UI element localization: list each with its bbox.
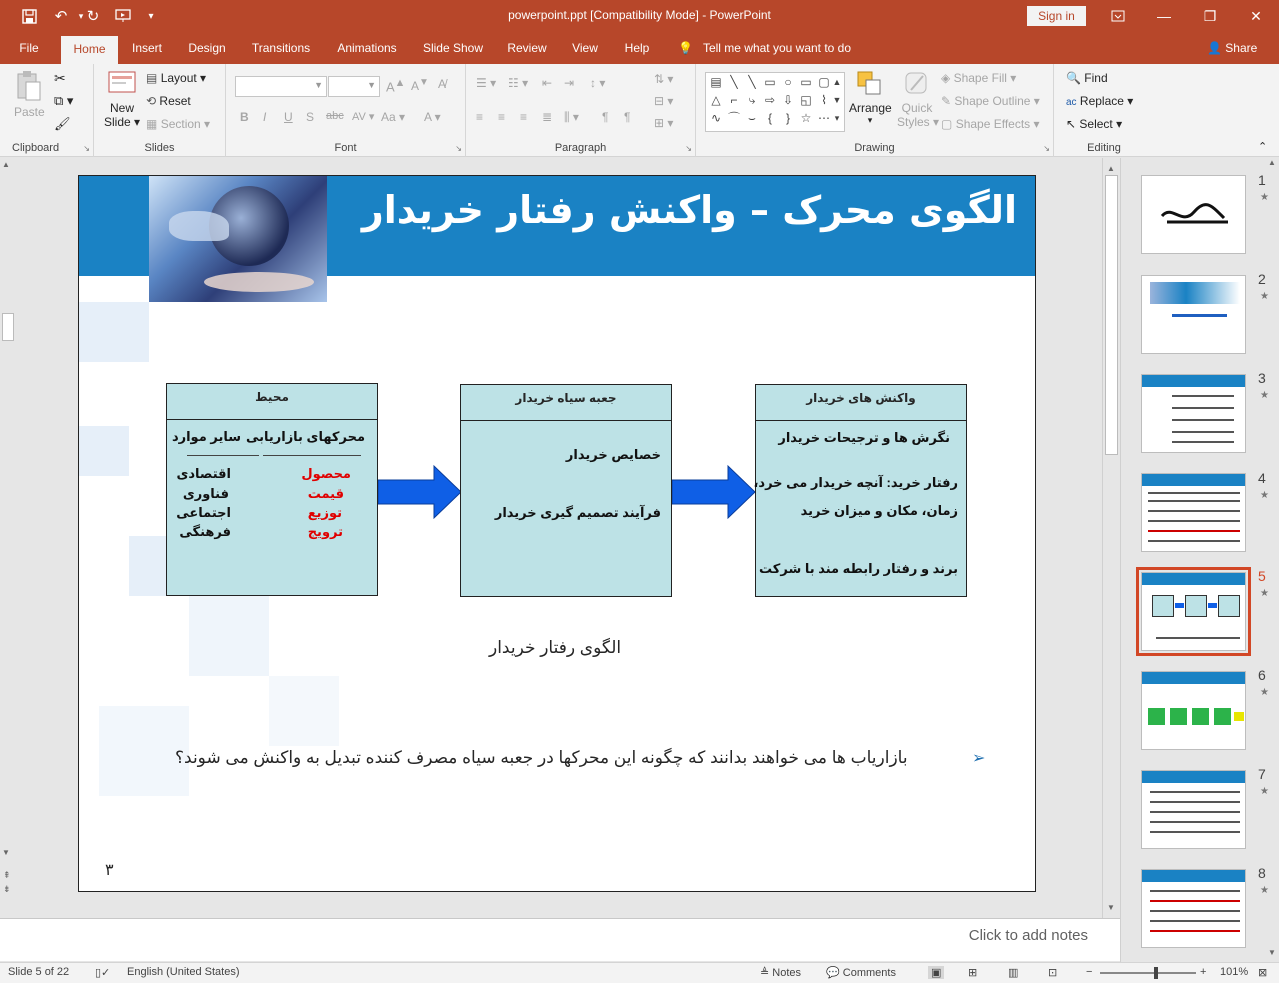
change-case-icon[interactable]: Aa ▾ bbox=[381, 110, 406, 124]
thumbnail-number: 2 bbox=[1258, 271, 1266, 287]
slide-scrollbar[interactable] bbox=[1102, 158, 1120, 918]
thumbnail-number: 5 bbox=[1258, 568, 1266, 584]
handshake-image bbox=[169, 211, 229, 241]
replace-label: Replace bbox=[1079, 94, 1124, 108]
undo-dropdown-icon[interactable]: ▾ bbox=[78, 10, 84, 21]
clipboard-launcher-icon[interactable]: ↘ bbox=[83, 144, 90, 153]
line-spacing-icon[interactable]: ↕ ▾ bbox=[590, 76, 606, 90]
black-box-line: فرآیند تصمیم گیری خریدار bbox=[494, 505, 661, 520]
grow-font-icon[interactable]: A▲ bbox=[386, 77, 406, 95]
hand-image bbox=[204, 272, 314, 292]
zoom-slider-thumb[interactable] bbox=[1154, 967, 1158, 979]
shape-effects-button[interactable]: ▢ Shape Effects ▾ bbox=[941, 117, 1040, 131]
slide-thumbnails-pane bbox=[1120, 158, 1279, 962]
buyer-responses-box[interactable] bbox=[755, 384, 967, 597]
notes-pane[interactable] bbox=[0, 918, 1120, 961]
freeform-shape-icon[interactable]: ⌇ bbox=[821, 93, 827, 107]
arc-shape-icon[interactable]: ⌒ bbox=[727, 111, 740, 125]
paint-bucket-icon: ◈ bbox=[941, 71, 951, 85]
bold-icon[interactable]: B bbox=[240, 110, 249, 124]
align-left-icon[interactable]: ≡ bbox=[476, 110, 484, 124]
shape-effects-label: Shape Effects bbox=[955, 117, 1031, 131]
shape-outline-label: Shape Outline bbox=[954, 94, 1031, 108]
environment-header: محیط bbox=[167, 384, 377, 420]
section-icon: ▦ bbox=[146, 117, 158, 131]
gallery-up-icon[interactable]: ▲ bbox=[832, 77, 842, 87]
drawing-group-label: Drawing bbox=[854, 142, 895, 154]
shapes-gallery[interactable] bbox=[705, 72, 845, 132]
gallery-down-icon[interactable]: ▼ bbox=[832, 95, 842, 105]
editing-group-label: Editing bbox=[1087, 142, 1121, 154]
reset-label: Reset bbox=[159, 94, 191, 108]
select-icon: ↖ bbox=[1066, 117, 1077, 131]
close-icon[interactable]: ✕ bbox=[1250, 7, 1262, 24]
ribbon-tabs bbox=[0, 33, 1279, 64]
shadow-icon[interactable]: S bbox=[306, 110, 315, 124]
thumbnail-number: 6 bbox=[1258, 667, 1266, 683]
font-color-icon[interactable]: A ▾ bbox=[424, 110, 441, 124]
marketing-stimuli-header: محرکهای بازاریابی bbox=[245, 429, 365, 444]
rounded-rect-shape-icon[interactable]: ▢ bbox=[818, 75, 830, 89]
animation-star-icon: ★ bbox=[1260, 192, 1269, 203]
numbering-icon[interactable]: ☷ ▾ bbox=[508, 76, 529, 90]
scroll-down-icon[interactable]: ▼ bbox=[2, 848, 10, 857]
notes-placeholder[interactable]: Click to add notes bbox=[968, 927, 1088, 944]
quick-styles-label-1: Quick bbox=[901, 101, 933, 115]
effects-icon: ▢ bbox=[941, 117, 953, 131]
slide-thumbnail-2[interactable] bbox=[1141, 275, 1246, 354]
rectangle-shape-icon[interactable]: ▭ bbox=[800, 75, 812, 89]
other-item: اجتماعی bbox=[176, 505, 231, 520]
minimize-icon[interactable]: — bbox=[1157, 8, 1171, 24]
connector-shape-icon[interactable]: ⤷ bbox=[748, 93, 756, 107]
notes-label: Notes bbox=[772, 967, 802, 979]
black-box-header: جعبه سیاه خریدار bbox=[461, 385, 671, 421]
page-number: ۳ bbox=[105, 862, 114, 879]
stimulus-item: ترویج bbox=[307, 524, 343, 539]
align-center-icon[interactable]: ≡ bbox=[498, 110, 506, 124]
arrow-right-shape-icon[interactable]: ⇨ bbox=[764, 93, 776, 107]
format-painter-icon[interactable]: 🖌 bbox=[54, 116, 71, 131]
increase-indent-icon[interactable]: ⇥ bbox=[564, 76, 575, 90]
connector-shape-icon[interactable]: ⌐ bbox=[730, 93, 738, 107]
comments-toggle[interactable] bbox=[826, 966, 896, 979]
other-stimuli-header: سایر موارد bbox=[171, 429, 241, 444]
slide-thumbnail-1[interactable] bbox=[1141, 175, 1246, 254]
notes-toggle[interactable] bbox=[760, 966, 801, 979]
scroll-down-icon[interactable]: ▼ bbox=[1268, 948, 1276, 957]
scroll-down-icon[interactable]: ▼ bbox=[1107, 903, 1115, 912]
chevron-down-icon: ▼ bbox=[314, 80, 323, 90]
brace-shape-icon[interactable]: } bbox=[785, 111, 790, 125]
share-label: Share bbox=[1225, 41, 1258, 55]
drawing-launcher-icon[interactable]: ↘ bbox=[1043, 144, 1050, 153]
normal-view-icon[interactable]: ▣ bbox=[928, 966, 944, 979]
comments-label: Comments bbox=[842, 967, 896, 979]
comment-icon: 💬 bbox=[826, 967, 840, 979]
callout-shape-icon[interactable]: ◱ bbox=[800, 93, 812, 107]
paragraph-launcher-icon[interactable]: ↘ bbox=[685, 144, 692, 153]
font-size-combo[interactable] bbox=[328, 76, 380, 97]
slide-canvas[interactable] bbox=[78, 175, 1036, 892]
more-shapes-icon[interactable]: ⋯ bbox=[818, 111, 830, 125]
curve-shape-icon[interactable]: ⌣ bbox=[748, 111, 756, 125]
gallery-more-icon[interactable]: ▾ bbox=[834, 113, 840, 123]
scroll-up-icon[interactable]: ▲ bbox=[1107, 164, 1115, 173]
rtl-icon[interactable]: ¶ bbox=[602, 110, 609, 124]
animation-star-icon: ★ bbox=[1260, 588, 1269, 599]
other-item: اقتصادی bbox=[176, 466, 231, 481]
ltr-icon[interactable]: ¶ bbox=[624, 110, 631, 124]
new-slide-icon bbox=[107, 70, 137, 98]
star-shape-icon[interactable]: ☆ bbox=[800, 111, 812, 125]
rectangle-shape-icon[interactable]: ▭ bbox=[764, 75, 776, 89]
animation-star-icon: ★ bbox=[1260, 390, 1269, 401]
font-group-label: Font bbox=[334, 142, 357, 154]
slide-thumbnail-8[interactable] bbox=[1141, 869, 1246, 948]
shape-outline-button[interactable]: ✎ Shape Outline ▾ bbox=[941, 94, 1040, 108]
strikethrough-icon[interactable]: abc bbox=[326, 110, 344, 122]
animation-star-icon: ★ bbox=[1260, 885, 1269, 896]
layout-label: Layout bbox=[160, 71, 197, 85]
shape-fill-label: Shape Fill bbox=[953, 71, 1007, 85]
slideshow-view-icon[interactable]: ⊡ bbox=[1048, 967, 1058, 979]
select-label: Select bbox=[1079, 117, 1113, 131]
tab-design[interactable]: Design bbox=[188, 41, 226, 55]
response-line: برند و رفتار رابطه مند با شرکت bbox=[759, 561, 958, 576]
line-shape-icon[interactable]: ╲ bbox=[748, 75, 756, 89]
tab-transitions[interactable]: Transitions bbox=[251, 41, 311, 55]
font-group bbox=[226, 64, 466, 157]
thumbnail-number: 1 bbox=[1258, 172, 1266, 188]
ribbon-display-options-icon[interactable] bbox=[1095, 0, 1141, 32]
tab-file[interactable]: File bbox=[19, 41, 39, 55]
section-button[interactable]: ▦ Section ▾ bbox=[146, 117, 211, 131]
other-item: فرهنگی bbox=[179, 524, 231, 539]
animation-star-icon: ★ bbox=[1260, 291, 1269, 302]
triangle-shape-icon[interactable]: △ bbox=[711, 93, 721, 107]
cut-icon[interactable]: ✂ bbox=[54, 70, 66, 86]
bullet-arrow-icon: ➢ bbox=[972, 750, 986, 767]
response-line: زمان، مکان و میزان خرید bbox=[800, 503, 958, 518]
collapse-ribbon-icon[interactable]: ⌃ bbox=[1258, 141, 1268, 153]
scroll-up-icon[interactable]: ▲ bbox=[2, 160, 10, 169]
clipboard-group-label: Clipboard bbox=[12, 142, 60, 154]
response-line: رفتار خرید: آنچه خریدار می خرد، bbox=[753, 475, 958, 490]
select-button[interactable]: ↖ Select ▾ bbox=[1066, 117, 1123, 131]
diagram-caption: الگوی رفتار خریدار bbox=[489, 638, 622, 657]
editing-group bbox=[1054, 64, 1154, 157]
justify-icon[interactable]: ≣ bbox=[542, 110, 553, 124]
quick-styles-label-2: Styles bbox=[897, 115, 930, 129]
paste-button[interactable] bbox=[14, 70, 44, 119]
text-direction-icon[interactable]: ⇅ ▾ bbox=[654, 72, 674, 86]
stimulus-item: قیمت bbox=[307, 486, 344, 501]
replace-button[interactable]: ac Replace ▾ bbox=[1066, 94, 1134, 108]
arrow-right-icon bbox=[672, 464, 756, 520]
arrange-button[interactable]: Arrange ▾ bbox=[849, 70, 891, 126]
stimulus-item: محصول bbox=[301, 466, 351, 481]
underline-icon[interactable]: U bbox=[284, 110, 293, 124]
quick-styles-button[interactable]: Quick Styles ▾ bbox=[897, 70, 937, 129]
undo-icon[interactable]: ↶ bbox=[54, 8, 68, 25]
person-icon: 👤 bbox=[1207, 41, 1222, 55]
slide-counter: Slide 5 of 22 bbox=[8, 966, 70, 978]
ribbon bbox=[0, 64, 1279, 157]
thumbnail-scrollbar[interactable] bbox=[1264, 158, 1279, 962]
animation-star-icon: ★ bbox=[1260, 490, 1269, 501]
thumbnail-number: 7 bbox=[1258, 766, 1266, 782]
restore-icon[interactable]: ❐ bbox=[1203, 7, 1217, 24]
save-icon[interactable] bbox=[18, 6, 40, 26]
other-item: فناوری bbox=[182, 486, 229, 501]
copy-icon[interactable]: ⧉ ▾ bbox=[54, 93, 74, 108]
find-button[interactable] bbox=[1066, 71, 1108, 85]
arrange-label: Arrange bbox=[849, 101, 892, 115]
tell-me-search[interactable] bbox=[678, 33, 851, 64]
calligraphy-image bbox=[1142, 176, 1246, 254]
zoom-out-icon[interactable]: − bbox=[1086, 966, 1093, 978]
share-button[interactable] bbox=[1207, 33, 1257, 64]
find-icon: 🔍 bbox=[1066, 71, 1081, 85]
slide-thumbnail-7[interactable] bbox=[1141, 770, 1246, 849]
bullets-icon[interactable]: ☰ ▾ bbox=[476, 76, 497, 90]
character-spacing-icon[interactable]: AV ▾ bbox=[352, 111, 375, 123]
decrease-indent-icon[interactable]: ⇤ bbox=[542, 76, 553, 90]
slide-thumbnail-3[interactable] bbox=[1141, 374, 1246, 453]
quick-styles-icon bbox=[903, 70, 931, 98]
slides-group-label: Slides bbox=[144, 142, 175, 154]
bullet-text: بازاریاب ها می خواهند بدانند که چگونه این محرکها در جعبه سیاه مصرف کننده تبدیل به واکنش می شوند؟ bbox=[175, 748, 908, 767]
title-bar bbox=[0, 0, 1279, 33]
new-slide-button[interactable]: New Slide ▾ bbox=[104, 70, 140, 129]
scroll-thumb[interactable] bbox=[2, 313, 14, 341]
brace-shape-icon[interactable]: { bbox=[767, 111, 772, 125]
align-right-icon[interactable]: ≡ bbox=[520, 110, 528, 124]
zoom-in-icon[interactable]: + bbox=[1200, 966, 1207, 978]
animation-star-icon: ★ bbox=[1260, 687, 1269, 698]
tab-view[interactable]: View bbox=[572, 41, 598, 55]
layout-icon: ▤ bbox=[146, 71, 158, 85]
zoom-slider[interactable] bbox=[1100, 972, 1196, 974]
smartart-icon[interactable]: ⊞ ▾ bbox=[654, 116, 674, 130]
slide-sorter-icon[interactable]: ⊞ bbox=[968, 967, 978, 979]
tab-insert[interactable]: Insert bbox=[131, 41, 162, 55]
zoom-level[interactable]: 101% bbox=[1220, 966, 1249, 978]
align-text-icon[interactable]: ⊟ ▾ bbox=[654, 94, 674, 108]
tab-help[interactable]: Help bbox=[624, 41, 650, 55]
layout-button[interactable]: ▤ Layout ▾ bbox=[146, 71, 207, 85]
sign-in-button[interactable]: Sign in bbox=[1027, 6, 1086, 26]
tab-animations[interactable]: Animations bbox=[337, 41, 397, 55]
header-photo bbox=[149, 176, 327, 302]
paragraph-group-label: Paragraph bbox=[554, 142, 607, 154]
animation-star-icon: ★ bbox=[1260, 786, 1269, 797]
paragraph-group bbox=[466, 64, 696, 157]
new-slide-label-2: Slide bbox=[104, 115, 131, 129]
font-launcher-icon[interactable]: ↘ bbox=[455, 144, 462, 153]
slide-title[interactable]: الگوی محرک – واکنش رفتار خریدار bbox=[361, 188, 1017, 232]
reading-view-icon[interactable]: ▥ bbox=[1008, 967, 1019, 979]
reset-icon: ⟲ bbox=[146, 94, 157, 108]
previous-slide-icon[interactable]: ⇞ bbox=[3, 870, 11, 880]
slide-thumbnail-5[interactable] bbox=[1141, 572, 1246, 651]
section-label: Section bbox=[160, 117, 201, 131]
left-scrollbar[interactable] bbox=[0, 158, 16, 898]
arrange-icon bbox=[856, 70, 884, 98]
thumbnail-number: 3 bbox=[1258, 370, 1266, 386]
replace-icon: ac bbox=[1066, 97, 1077, 108]
find-label: Find bbox=[1084, 71, 1108, 85]
spelling-icon[interactable]: ▯✓ bbox=[95, 967, 111, 979]
divider bbox=[263, 455, 361, 456]
slides-group bbox=[94, 64, 226, 157]
tab-slide-show[interactable]: Slide Show bbox=[422, 41, 484, 55]
clear-formatting-icon[interactable]: A̸ bbox=[438, 77, 447, 91]
language-indicator[interactable]: English (United States) bbox=[127, 966, 240, 978]
black-box-line: خصایص خریدار bbox=[565, 447, 661, 462]
shrink-font-icon[interactable]: A▼ bbox=[411, 77, 429, 93]
paste-label: Paste bbox=[14, 105, 45, 119]
customize-toolbar-icon[interactable]: ▾ bbox=[148, 10, 154, 22]
slide-thumbnail-6[interactable] bbox=[1141, 671, 1246, 750]
line-shape-icon[interactable]: ╲ bbox=[730, 75, 738, 89]
new-slide-label-1: New bbox=[109, 101, 134, 115]
response-line: نگرش ها و ترجیحات خریدار bbox=[778, 430, 950, 445]
thumbnail-number: 4 bbox=[1258, 470, 1266, 486]
slide-thumbnail-4[interactable] bbox=[1141, 473, 1246, 552]
shape-fill-button[interactable]: ◈ Shape Fill ▾ bbox=[941, 71, 1017, 85]
oval-shape-icon[interactable]: ○ bbox=[784, 75, 792, 89]
stimulus-item: توزیع bbox=[307, 505, 342, 520]
chevron-down-icon: ▼ bbox=[367, 80, 376, 90]
arrow-down-shape-icon[interactable]: ⇩ bbox=[782, 93, 794, 107]
reset-button[interactable] bbox=[146, 94, 191, 108]
lightbulb-icon: 💡 bbox=[678, 41, 693, 55]
tell-me-text: Tell me what you want to do bbox=[702, 41, 852, 55]
pen-icon: ✎ bbox=[941, 94, 952, 108]
status-bar bbox=[0, 962, 1279, 983]
clipboard-group bbox=[0, 64, 94, 157]
notes-icon: ≜ bbox=[760, 967, 770, 979]
curve-shape-icon[interactable]: ∿ bbox=[710, 111, 722, 125]
scroll-thumb[interactable] bbox=[1105, 175, 1118, 455]
tab-review[interactable]: Review bbox=[507, 41, 547, 55]
environment-box[interactable] bbox=[166, 383, 378, 596]
redo-icon[interactable]: ↻ bbox=[86, 8, 100, 25]
black-box[interactable] bbox=[460, 384, 672, 597]
paste-icon bbox=[15, 70, 43, 102]
textbox-shape-icon[interactable]: ▤ bbox=[710, 75, 722, 89]
next-slide-icon[interactable]: ⇟ bbox=[3, 884, 11, 894]
arrow-right-icon bbox=[378, 464, 462, 520]
tab-home[interactable]: Home bbox=[61, 36, 118, 64]
fit-slide-icon[interactable]: ⊠ bbox=[1258, 967, 1268, 979]
columns-icon[interactable]: ⫼ ▾ bbox=[564, 110, 579, 124]
responses-header: واکنش های خریدار bbox=[756, 385, 966, 421]
divider bbox=[187, 455, 259, 456]
start-from-beginning-icon[interactable] bbox=[112, 6, 134, 26]
thumbnail-number: 8 bbox=[1258, 865, 1266, 881]
font-name-combo[interactable] bbox=[235, 76, 327, 97]
document-title: powerpoint.ppt [Compatibility Mode] - PowerPoint bbox=[508, 8, 771, 22]
italic-icon[interactable]: I bbox=[263, 110, 267, 124]
scroll-up-icon[interactable]: ▲ bbox=[1268, 158, 1276, 167]
